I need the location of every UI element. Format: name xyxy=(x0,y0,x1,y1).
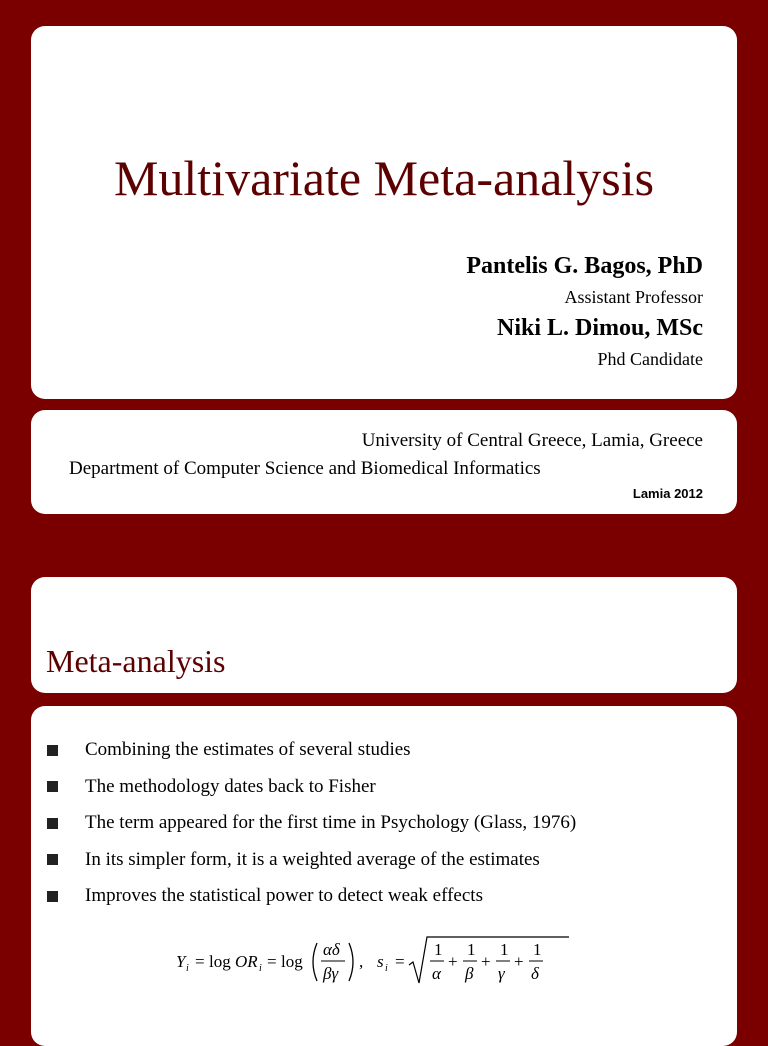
bullet-text: The term appeared for the first time in Psychology (Glass, 1976) xyxy=(85,812,577,834)
square-bullet-icon xyxy=(47,781,58,792)
title-slide-card xyxy=(31,26,737,399)
formula-s: s xyxy=(377,952,384,971)
formula-log-1: log xyxy=(209,952,231,971)
list-item xyxy=(47,805,576,842)
formula-one-1: 1 xyxy=(434,940,443,959)
formula-log-2: log xyxy=(281,952,303,971)
formula-plus-1: + xyxy=(448,952,458,971)
formula-eq-3: = xyxy=(395,952,405,971)
bullet-text: Combining the estimates of several studies xyxy=(85,739,411,761)
formula-delta: δ xyxy=(531,964,539,983)
department-text: Department of Computer Science and Biomedical Informatics xyxy=(69,458,541,479)
author-role-2: Phd Candidate xyxy=(597,349,703,369)
formula-one-2: 1 xyxy=(467,940,476,959)
bullet-text: The methodology dates back to Fisher xyxy=(85,775,376,797)
square-bullet-icon xyxy=(47,854,58,865)
formula-numerator: αδ xyxy=(323,940,340,959)
formula-one-4: 1 xyxy=(533,940,542,959)
formula-beta: β xyxy=(465,964,474,983)
formula-plus-2: + xyxy=(481,952,491,971)
right-paren-icon xyxy=(349,943,353,981)
bullet-text: Improves the statistical power to detect weak effects xyxy=(85,885,483,907)
author-name-2: Niki L. Dimou, MSc xyxy=(496,315,703,341)
formula-eq-1: = xyxy=(195,952,205,971)
square-bullet-icon xyxy=(47,745,58,756)
list-item xyxy=(47,878,576,915)
log-odds-formula xyxy=(171,931,571,991)
formula-one-3: 1 xyxy=(500,940,509,959)
bullet-text: In its simpler form, it is a weighted average of the estimates xyxy=(85,848,540,870)
formula-y: Y xyxy=(176,952,186,971)
university-text: University of Central Greece, Lamia, Greece xyxy=(361,430,703,451)
date-text: Lamia 2012 xyxy=(632,486,703,501)
affiliation-card xyxy=(31,410,737,514)
list-item xyxy=(47,732,576,769)
formula-s-sub: i xyxy=(385,963,388,974)
formula-or: OR xyxy=(235,952,258,971)
formula-comma: , xyxy=(359,952,364,971)
square-bullet-icon xyxy=(47,818,58,829)
bullet-list xyxy=(47,732,576,915)
list-item xyxy=(47,842,576,879)
formula-gamma: γ xyxy=(498,964,505,983)
formula-eq-2: = xyxy=(267,952,277,971)
author-role-1: Assistant Professor xyxy=(564,287,703,307)
square-bullet-icon xyxy=(47,891,58,902)
list-item xyxy=(47,769,576,806)
section-title: Meta-analysis xyxy=(46,643,226,679)
formula-alpha: α xyxy=(432,964,441,983)
left-paren-icon xyxy=(313,943,317,981)
author-name-1: Pantelis G. Bagos, PhD xyxy=(466,253,703,279)
formula-denominator: βγ xyxy=(323,964,339,983)
content-card xyxy=(31,706,737,1046)
formula-or-sub: i xyxy=(259,963,262,974)
slide-title: Multivariate Meta-analysis xyxy=(113,150,655,206)
section-heading-card xyxy=(31,577,737,693)
formula-plus-3: + xyxy=(514,952,524,971)
formula-y-sub: i xyxy=(186,963,189,974)
